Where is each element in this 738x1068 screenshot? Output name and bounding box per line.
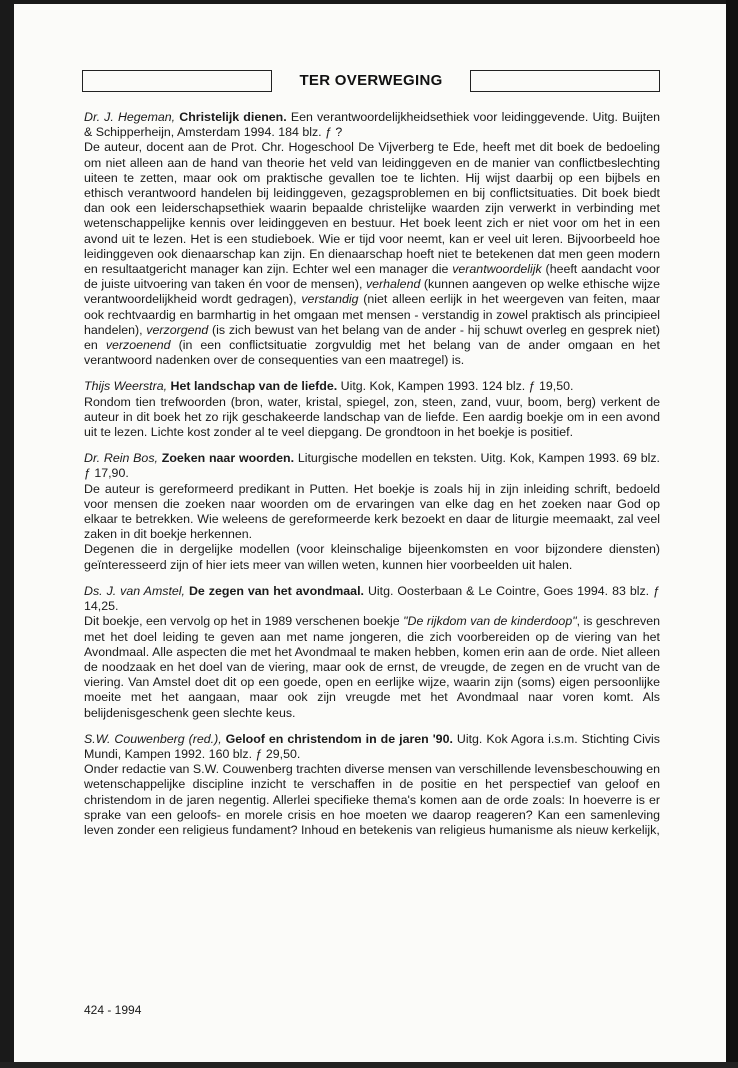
section-header	[82, 66, 660, 98]
entry-paragraph: Degenen die in dergelijke modellen (voor kleinschalige bijeenkomsten en voor bijzondere diensten) geïnteresseerd zijn of hier iets meer van willen weten, kunnen hier voorbeelden uit halen.	[84, 542, 660, 572]
entry-author: S.W. Couwenberg (red.),	[84, 731, 222, 746]
entry-meta: Uitg. Kok Agora i.s.m. Stichting Civis Mundi, Kampen 1992. 160 blz. ƒ 29,50.	[84, 731, 661, 761]
body-text: (in een conflictsituatie zorgvuldig met het belang van de ander omgaan en het verantwoord nadenken over de consequenties van een maatregel) is.	[84, 338, 660, 368]
review-entry	[84, 110, 660, 368]
entry-meta: Liturgische modellen en teksten. Uitg. Kok, Kampen 1993. 69 blz. ƒ 17,90.	[84, 451, 661, 481]
entry-paragraph	[84, 614, 660, 720]
entry-body	[84, 482, 660, 573]
entry-author: Dr. J. Hegeman,	[84, 110, 176, 124]
review-entry	[84, 379, 660, 440]
section-title: TER OVERWEGING	[299, 72, 443, 89]
entry-title: Het landschap van de liefde.	[170, 379, 338, 394]
entry-body	[84, 395, 660, 441]
review-list	[84, 110, 660, 849]
page-edge-shadow	[726, 0, 738, 1068]
entry-title: Christelijk dienen.	[179, 110, 287, 124]
header-rule-right	[470, 70, 660, 92]
entry-heading	[84, 451, 660, 481]
body-text: , is geschreven met het doel leiding te geven aan met name jongeren, die zich voorbereiden op de viering van het Avondmaal. Alle aspecten die met het Avondmaal te maken hebben, komen erin aan de orde. Niet alleen de noodzaak en het doel van de viering, maar ook de ernst, de vreugde, de zegen en de vrucht van de viering. Van Amstel doet dit op een goede, open en eerlijke wijze, waarin zijn (soms) eigen persoonlijke moeite met het aangaan, maar ook zijn vreugde met het Avondmaal naar voren komt. Als belijdenisgeschenk geen slechte keus.	[84, 614, 660, 720]
entry-author: Ds. J. van Amstel,	[84, 583, 185, 598]
entry-author: Dr. Rein Bos,	[84, 451, 158, 466]
entry-title: De zegen van het avondmaal.	[188, 583, 364, 598]
emphasis-text: verantwoordelijk	[452, 262, 542, 277]
entry-paragraph: Rondom tien trefwoorden (bron, water, kristal, spiegel, zon, steen, zand, vuur, boom, berg) verkent de auteur in dit boek het zo rijk geschakeerde landschap van de liefde. Een aardig boekje om in een avond uit te lezen. Lichte kost zonder al te veel diepgang. De grondtoon in het boekje is positief.	[84, 394, 660, 440]
entry-heading	[84, 379, 660, 394]
entry-title: Zoeken naar woorden.	[161, 451, 295, 466]
entry-heading	[84, 732, 660, 762]
header-rule-left	[82, 70, 272, 92]
emphasis-text: verzoenend	[105, 338, 171, 353]
emphasis-text: verzorgend	[146, 322, 209, 337]
entry-heading	[84, 110, 660, 140]
entry-paragraph	[84, 140, 660, 368]
body-text: De auteur, docent aan de Prot. Chr. Hogeschool De Vijverberg te Ede, heeft met dit boek de bedoeling om niet alleen aan de hand van theorie het veld van leidinggeven en de manier van conflictbeslechting uiteen te zetten, maar ook om praktische gevallen toe te lichten. Hij wijst daarbij op een bijbels en ethisch verantwoord handelen bij leidinggeven, gezagsproblemen en bij conflictsituaties. Dit boek biedt dan ook een leiderschapsethiek waarin bepaalde christelijke waarden zijn verwerkt in verbinding met wetenschappelijke kennis over leidinggeven en bestuur. Het boek leent zich er niet voor om het in een avond uit te lezen. Het is een studieboek. Wie er tijd voor neemt, kan er veel uit leren. Bijvoorbeeld hoe leidinggeven ook dienaarschap kan zijn. En dienaarschap hoeft niet te betekenen dat men geen modern en resultaatgericht manager kan zijn. Echter wel een manager die	[84, 140, 660, 277]
entry-heading	[84, 584, 660, 614]
review-entry	[84, 584, 660, 721]
entry-body	[84, 140, 660, 368]
emphasis-text: verhalend	[365, 277, 421, 292]
entry-paragraph: Onder redactie van S.W. Couwenberg trachten diverse mensen van verschillende levensbeschouwing en wetenschappelijke discipline inzicht te verschaffen in de positie en het perspectief van geloof en christendom in de jaren negentig. Allerlei specifieke thema's komen aan de orde zoals: In hoeverre is er sprake van een geloofs- en morele crisis en hoe moeten we daarop reageren? Kan een samenleving leven zonder een religieus fundament? Inhoud en betekenis van religieus humanisme als nieuw kerkelijk,	[84, 762, 660, 837]
entry-meta: Uitg. Kok, Kampen 1993. 124 blz. ƒ 19,50.	[337, 379, 574, 394]
emphasis-text: verstandig	[301, 292, 359, 307]
review-entry	[84, 451, 660, 573]
entry-body	[84, 762, 660, 838]
entry-meta: Een verantwoordelijkheidsethiek voor leidinggevende. Uitg. Buijten & Schipperheijn, Amsterdam 1994. 184 blz. ƒ ?	[84, 110, 660, 140]
entry-paragraph: De auteur is gereformeerd predikant in Putten. Het boekje is zoals hij in zijn inleiding schrift, bedoeld voor mensen die zoeken naar woorden om de ervaringen van elke dag en het zoeken naar God op elkaar te betrekken. Wie weleens de gereformeerde kerk bezoekt en daar de liturgie meemaakt, zal veel zaken in dit boekje herkennen.	[84, 481, 660, 542]
entry-author: Thijs Weerstra,	[84, 379, 168, 394]
body-text: (niet alleen eerlijk in het weergeven van feiten, maar ook rechtvaardig en barmhartig in het omgaan met mensen - verstandig in zowel praktisch als principieel handelen),	[84, 292, 661, 337]
entry-meta: Uitg. Oosterbaan & Le Cointre, Goes 1994. 83 blz. ƒ 14,25.	[84, 583, 660, 614]
entry-title: Geloof en christendom in de jaren '90.	[225, 731, 453, 746]
emphasis-text: "De rijkdom van de kinderdoop"	[403, 614, 577, 629]
page-number: 424 - 1994	[84, 1003, 142, 1017]
body-text: Dit boekje, een vervolg op het in 1989 verschenen boekje	[84, 614, 404, 629]
body-text: (kunnen aangeven op welke ethische wijze verantwoordelijkheid wordt gedragen),	[84, 277, 660, 307]
entry-body	[84, 614, 660, 720]
body-text: (heeft aandacht voor de juiste uitvoering van taken én voor de mensen),	[84, 262, 660, 292]
page-bottom-shadow	[0, 1062, 738, 1068]
body-text: (is zich bewust van het belang van de ander - hij schuwt overleg en gesprek niet) en	[84, 322, 660, 353]
review-entry	[84, 732, 660, 838]
